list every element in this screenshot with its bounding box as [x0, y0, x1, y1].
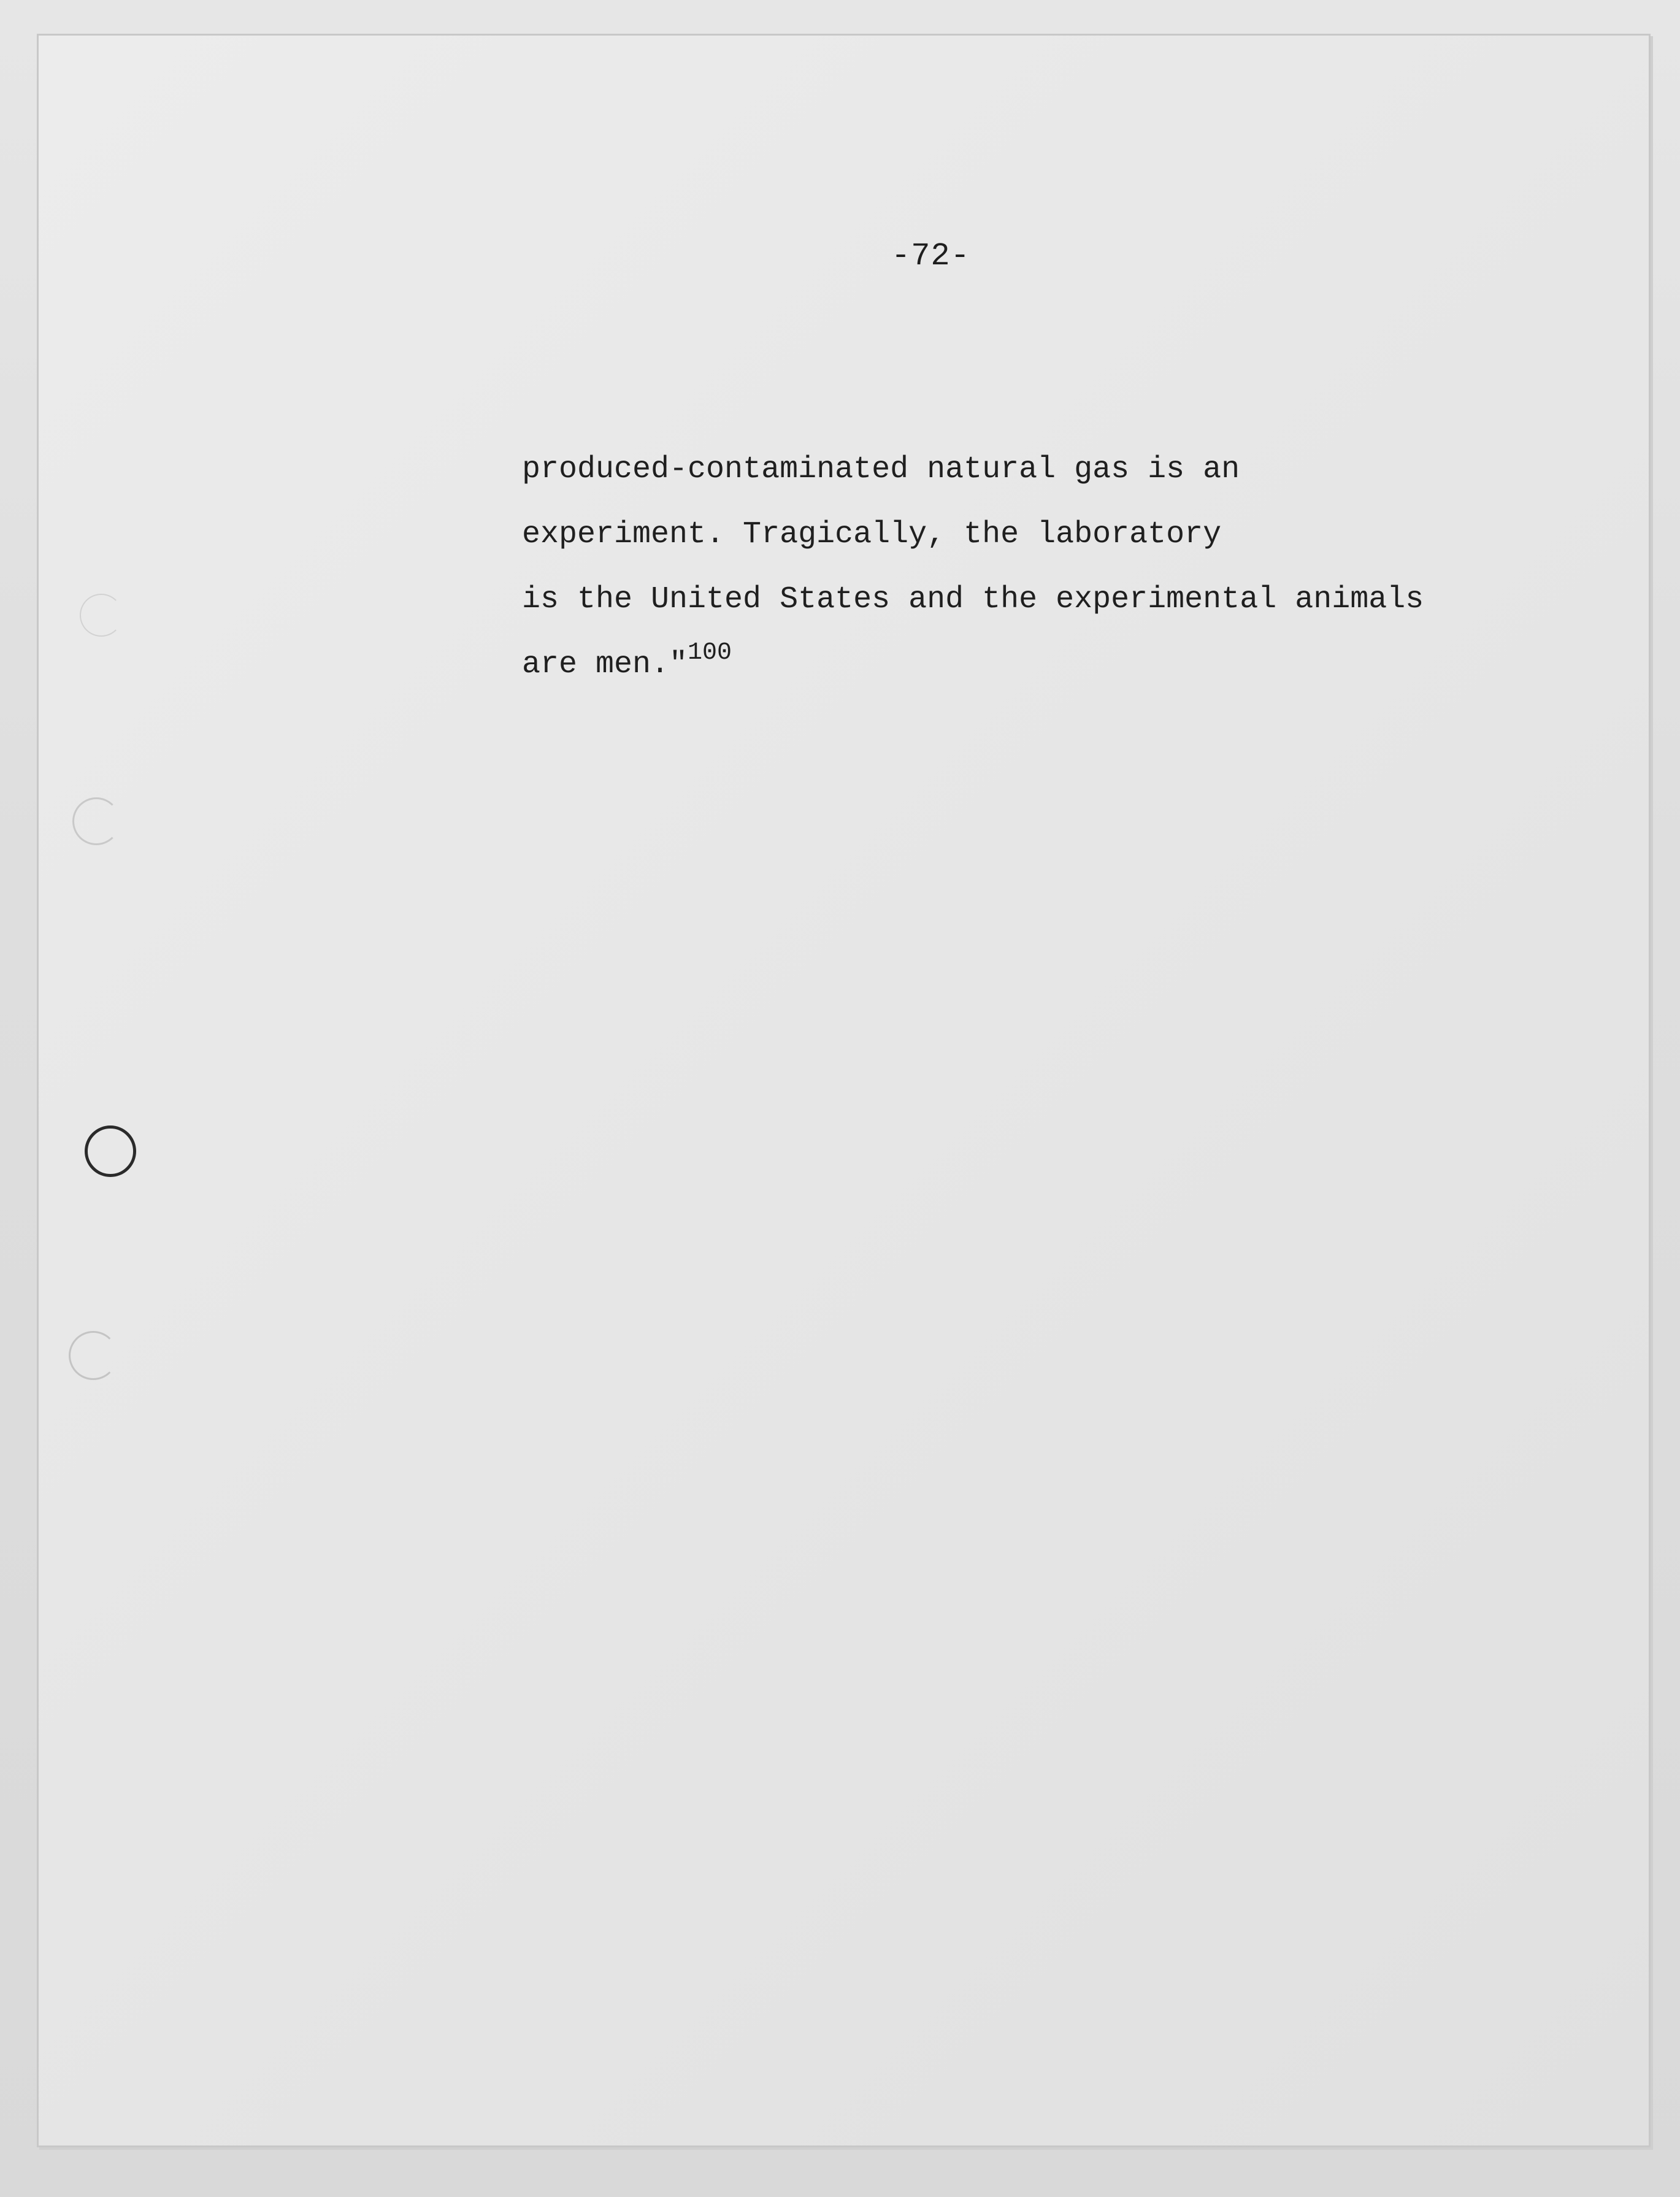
footnote-reference: 100	[688, 639, 732, 667]
text-line-2: experiment. Tragically, the laboratory	[522, 517, 1222, 552]
text-line-4	[522, 632, 1424, 699]
paper-sheet	[37, 34, 1651, 2147]
text-line-1: produced-contaminated natural gas is an	[522, 452, 1240, 487]
punch-hole-icon	[69, 1331, 118, 1380]
punch-hole-icon	[72, 797, 120, 845]
text-line-3: is the United States and the experimental animals	[522, 582, 1424, 617]
punch-hole-icon	[85, 1125, 136, 1177]
punch-hole-icon	[80, 594, 123, 637]
text-line-4-content: are men."	[522, 647, 688, 682]
body-text	[522, 437, 1424, 699]
page-number: -72-	[891, 238, 970, 274]
